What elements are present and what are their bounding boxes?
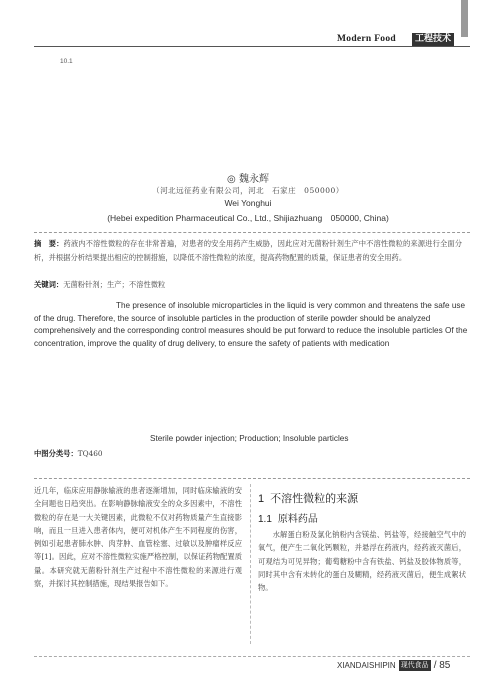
author-name-cn: ◎ 魏永辉 <box>227 174 269 185</box>
journal-name-en: Modern Food <box>337 34 396 44</box>
keywords-en: Sterile powder injection; Production; Insoluble particles <box>150 434 349 443</box>
section-1-title: 不溶性微粒的来源 <box>270 492 359 505</box>
classification-code <box>34 449 103 459</box>
section-1-number: 1 <box>258 493 265 505</box>
keywords-cn-label: 关键词： <box>34 280 64 289</box>
clc-label: 中图分类号： <box>34 449 78 458</box>
section-1-1-number: 1.1 <box>258 514 272 525</box>
section-1-1-paragraph: 水解蛋白粉及氯化钠粉内含镁盐、钙盐等，经接触空气中的氧气，便产生二氧化钙颗粒，并悬浮在药液内，经药液灭菌后，可观结为可见异物；葡萄糖粉中含有铁盐、钙盐及胶体物质等，同时其中含有未转化的蛋白及糊精，经药液灭菌后，便生成絮状物。 <box>258 530 466 593</box>
affiliation-cn: （河北远征药业有限公司，河北 石家庄 050000） <box>152 186 344 195</box>
section-1-heading <box>258 490 358 506</box>
abstract-en <box>34 300 474 350</box>
abstract-en-text: The presence of insoluble microparticles in the liquid is very common and threatens the safe use of the drug. Therefore, the source of insoluble particles in the production of sterile powder should be analyzed comprehensively and the corresponding control measures should be put forward to reduce the insoluble particles Of the concentration, improve the quality of drug delivery, to ensure the safety of patients with medication <box>34 301 468 348</box>
footer-rule <box>34 656 470 657</box>
section-1-1-title: 原料药品 <box>277 514 318 525</box>
journal-section-badge: 工程技术 <box>412 33 454 46</box>
abstract-cn-text: 药液内不溶性微粒的存在非常普遍，对患者的安全用药产生威胁，因此应对无菌粉针剂生产中不溶性微粒的来源进行全面分析，并根据分析结果提出相应的控制措施，以降低不溶性微粒的浓度，提高药物配置的质量，保证患者的安全用药。 <box>34 239 463 262</box>
footer-journal-badge: 现代食品 <box>400 661 429 669</box>
page-footer <box>337 660 450 671</box>
affiliation-en: (Hebei expedition Pharmaceutical Co., Ltd., Shijiazhuang 050000, China) <box>107 213 389 223</box>
footer-journal-pinyin: XIANDAISHIPIN <box>337 661 396 670</box>
clc-value: TQ460 <box>77 449 103 458</box>
page-number: / 85 <box>433 660 451 671</box>
header-rule <box>34 46 470 47</box>
intro-paragraph: 近几年，临床应用静脉输液的患者逐渐增加，同时临床输液的安全问题也日趋突出。在影响静脉输液安全的众多因素中，不溶性微粒的存在是一大关键因素，此微粒不仅对药物质量产生直接影响，而且一旦进入患者体内，便可对机体产生不同程度的伤害，例如引起患者肺水肿、肉芽肿、血管栓塞、过敏以及肿瘤样反应等[1]。因此，应对不溶性微粒实施严格控制，以保证药物配置质量。本研究就无菌粉针剂生产过程中不溶性微粒的来源进行观察，并探讨其控制措施，现结果报告如下。 <box>34 486 242 589</box>
edge-tab <box>461 0 468 37</box>
author-name-en: Wei Yonghui <box>224 198 272 208</box>
abstract-cn <box>34 237 462 264</box>
reference-code: 10.1 <box>60 58 73 65</box>
abstract-top-rule <box>34 232 470 233</box>
section-1-1-heading <box>258 510 318 525</box>
body-top-rule <box>34 478 470 479</box>
keywords-cn <box>34 280 165 290</box>
keywords-cn-text: 无菌粉针剂；生产；不溶性微粒 <box>63 280 166 289</box>
column-divider <box>250 484 251 644</box>
abstract-cn-label: 摘 要： <box>34 239 64 248</box>
